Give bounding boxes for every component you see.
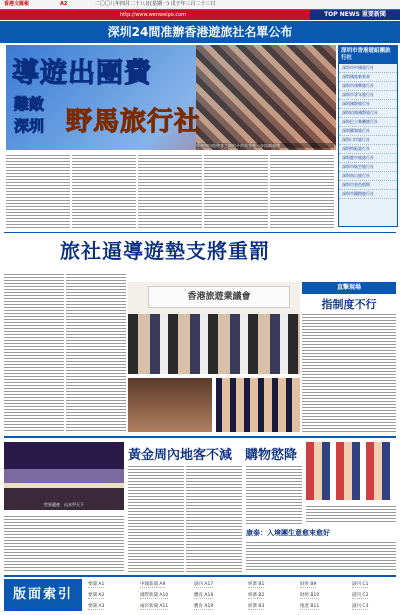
article-body-column xyxy=(306,504,396,524)
sidebar-title: 深圳市香港遊組團旅行社 xyxy=(339,46,397,64)
edition-line: 二〇〇八年四月二十八日(星期一) 戊子年三月二十三日 xyxy=(95,1,216,7)
mountain-caption: 世界遺產 山水甲天下 xyxy=(44,502,84,507)
list-item: 深圳國旅新景界 xyxy=(339,73,397,82)
article-body-column xyxy=(72,153,136,229)
article-body-column xyxy=(246,464,302,524)
list-item: 深圳口岸旅行社 xyxy=(339,136,397,145)
page-id: A2 xyxy=(60,1,68,7)
list-item: 深圳港中旅旅行社 xyxy=(339,154,397,163)
article-body-column xyxy=(246,540,396,572)
index-cell[interactable]: 要聞 A3 xyxy=(88,604,105,609)
tourists-photo xyxy=(306,442,396,500)
headline-sub-a: 難敵 xyxy=(14,95,45,113)
site-url[interactable]: http://www.wenweipo.com xyxy=(120,12,187,18)
headline-sub-b: 深圳 xyxy=(14,117,45,135)
lead-photo-caption: 導遊和內地遊客之間的矛盾需要進一步協調處理 xyxy=(196,143,334,148)
headline-main: 導遊出團費 xyxy=(12,58,152,89)
index-cell[interactable]: 體育 A19 xyxy=(194,604,214,609)
list-item: 深圳招商國際旅行社 xyxy=(339,109,397,118)
top-news-label: TOP NEWS 重要新聞 xyxy=(310,10,400,20)
newspaper-logo: 香港文匯報 xyxy=(4,1,30,7)
index-cell[interactable]: 兩岸新聞 A11 xyxy=(140,604,169,609)
side-headline: 指制度不行 xyxy=(321,298,377,311)
mountain-ad-photo xyxy=(4,442,124,510)
masthead-bar xyxy=(0,0,400,10)
index-cell[interactable]: 經濟 B3 xyxy=(248,604,265,609)
article-body-column xyxy=(4,514,124,572)
third-headline: 黃金周內地客不減 購物慾降 xyxy=(128,448,298,463)
list-item: 深圳國際旅行社 xyxy=(339,100,397,109)
index-cell[interactable]: 要聞 A2 xyxy=(88,593,105,598)
list-item: 深圳市青年旅行社 xyxy=(339,91,397,100)
list-item: 深圳市鐵路旅行社 xyxy=(339,190,397,199)
list-item: 深圳南山旅行社 xyxy=(339,172,397,181)
article-body-column xyxy=(302,312,396,432)
section-divider xyxy=(4,436,396,438)
article-body-column xyxy=(270,153,334,229)
inset-photo xyxy=(216,378,300,432)
index-cell[interactable]: 財經 B10 xyxy=(300,593,320,598)
article-body-column xyxy=(66,272,126,432)
index-cell[interactable]: 要聞 A1 xyxy=(88,582,105,587)
page-index xyxy=(4,575,396,613)
article-body-column xyxy=(128,464,184,572)
press-conference-photo xyxy=(128,282,300,374)
crowd-photo xyxy=(196,45,336,150)
fourth-headline: 康泰：入境團生意愈來愈好 xyxy=(246,529,330,537)
index-cell[interactable]: 中國新聞 A9 xyxy=(140,582,166,587)
list-item: 深圳市中國旅行社 xyxy=(339,64,397,73)
list-item: 深圳特區旅行社 xyxy=(339,145,397,154)
lead-photo-headline xyxy=(6,45,336,150)
article-body-column xyxy=(138,153,202,229)
index-cell[interactable]: 經濟 B1 xyxy=(248,582,265,587)
list-item: 深圳巴士集團旅行社 xyxy=(339,118,397,127)
index-cell[interactable]: 副刊 A17 xyxy=(194,582,214,587)
section-divider xyxy=(4,232,396,233)
headline-highlight: 野馬旅行社 xyxy=(66,107,202,137)
list-item: 深圳市金色假期 xyxy=(339,181,397,190)
side-tag: 直擊現場 xyxy=(302,282,396,294)
inset-photo xyxy=(128,378,212,432)
list-item: 深圳市康輝旅行社 xyxy=(339,82,397,91)
agency-list-sidebar xyxy=(338,45,398,227)
article-body-column xyxy=(6,153,70,229)
index-cell[interactable]: 經濟 B2 xyxy=(248,593,265,598)
index-cell[interactable]: 副刊 C2 xyxy=(352,593,369,598)
article-body-column xyxy=(204,153,268,229)
index-cell[interactable]: 體育 A18 xyxy=(194,593,214,598)
index-cell[interactable]: 副刊 C3 xyxy=(352,604,369,609)
article-body-column xyxy=(4,272,64,432)
photo-sign: 香港旅遊業議會 xyxy=(148,286,290,308)
people-photo xyxy=(128,314,300,374)
list-item: 深圳市航空旅行社 xyxy=(339,163,397,172)
index-cell[interactable]: 國際新聞 A10 xyxy=(140,593,169,598)
index-title: 版面索引 xyxy=(4,579,82,611)
index-cell[interactable]: 副刊 C1 xyxy=(352,582,369,587)
index-cell[interactable]: 地產 B11 xyxy=(300,604,320,609)
url-bar xyxy=(0,10,400,20)
banner-headline: 深圳24間准辦香港遊旅社名單公布 xyxy=(0,21,400,43)
index-cell[interactable]: 財經 B9 xyxy=(300,582,317,587)
article-body-column xyxy=(186,464,242,572)
second-headline: 旅社逼導遊墊支將重罰 xyxy=(60,239,270,263)
list-item: 深圳羅湖旅行社 xyxy=(339,127,397,136)
